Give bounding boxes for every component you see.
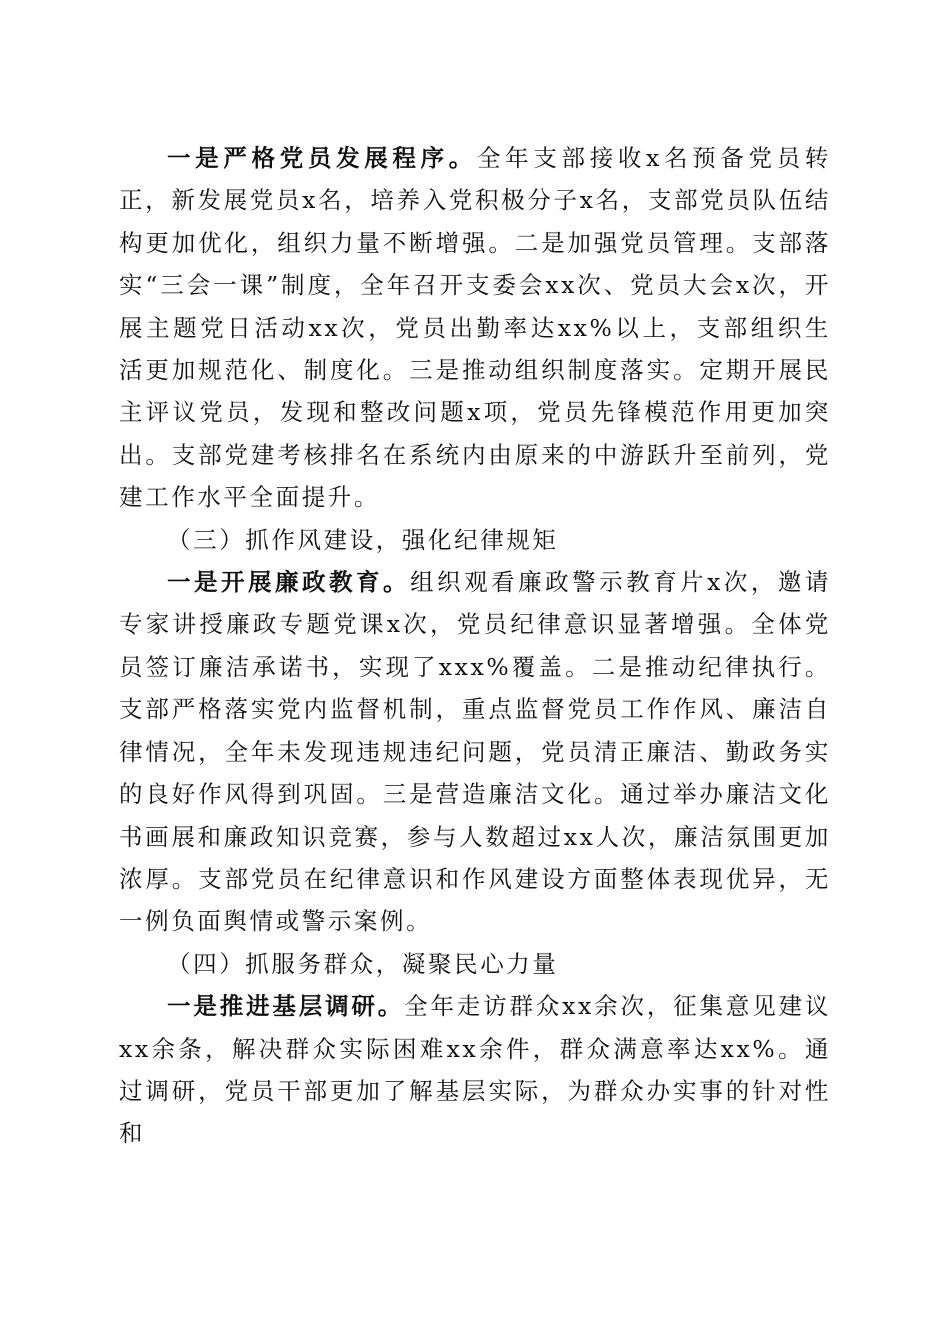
paragraph-integrity-education	[119, 561, 831, 943]
paragraph-text: 全年支部接收x名预备党员转正，新发展党员x名，培养入党积极分子x名，支部党员队伍结构更加优化，组织力量不断增强。二是加强党员管理。支部落实“三会一课”制度，全年召开支委会xx次、党员大会x次，开展主题党日活动xx次，党员出勤率达xx%以上，支部组织生活更加规范化、制度化。三是推动组织制度落实。定期开展民主评议党员，发现和整改问题x项，党员先锋模范作用更加突出。支部党建考核排名在系统内由原来的中游跃升至前列，党建工作水平全面提升。	[119, 144, 831, 512]
paragraph-lead: 一是严格党员发展程序。	[167, 144, 477, 172]
paragraph-lead: 一是开展廉政教育。	[167, 568, 411, 597]
paragraph-text: 组织观看廉政警示教育片x次，邀请专家讲授廉政专题党课x次，党员纪律意识显著增强。全体党员签订廉洁承诺书，实现了xxx%覆盖。二是推动纪律执行。支部严格落实党内监督机制，重点监督党员工作作风、廉洁自律情况，全年未发现违规违纪问题，党员清正廉洁、勤政务实的良好作风得到巩固。三是营造廉洁文化。通过举办廉洁文化书画展和廉政知识竞赛，参与人数超过xx人次，廉洁氛围更加浓厚。支部党员在纪律意识和作风建设方面整体表现优异，无一例负面舆情或警示案例。	[119, 568, 831, 936]
paragraph-grassroots-research	[119, 985, 831, 1155]
document-body	[119, 137, 831, 1155]
section-heading-serve-masses: （四）抓服务群众，凝聚民心力量	[167, 949, 559, 978]
paragraph-text: 全年走访群众xx余次，征集意见建议xx余条，解决群众实际困难xx余件，群众满意率达xx%。通过调研，党员干部更加了解基层实际，为群众办实事的针对性和	[119, 992, 831, 1148]
paragraph-lead: 一是推进基层调研。	[167, 992, 405, 1021]
paragraph-party-member-development	[119, 137, 831, 519]
section-heading-style-building: （三）抓作风建设，强化纪律规矩	[167, 525, 559, 554]
